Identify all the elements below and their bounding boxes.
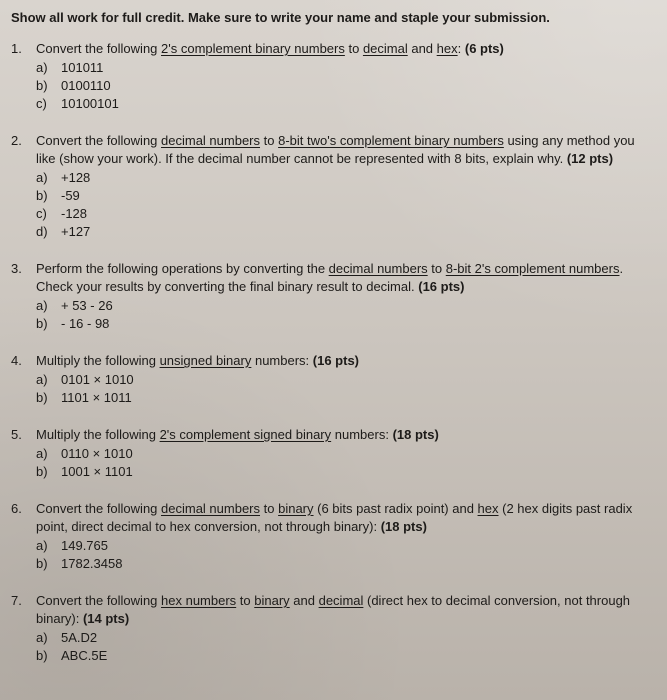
item-label: a) [36, 298, 48, 313]
question-term: 2's complement signed binary [159, 427, 332, 442]
question-term: binary [254, 593, 290, 608]
question-connector: to [260, 133, 279, 148]
answer-list [36, 537, 651, 573]
question-connector: to [427, 261, 446, 276]
item-label: b) [36, 464, 48, 479]
question-1 [11, 40, 657, 113]
item-value: -59 [61, 188, 80, 203]
item-label: b) [36, 648, 48, 663]
question-intro: Convert the following [36, 501, 162, 516]
question-term: hex [477, 501, 499, 516]
question-end: . Check your results by converting the final binary result to decimal. [36, 261, 624, 294]
question-intro: Multiply the following [36, 427, 160, 442]
question-7 [11, 592, 657, 665]
item-value: 0100110 [61, 78, 111, 93]
item-value: ABC.5E [61, 648, 108, 663]
item-label: b) [36, 556, 48, 571]
question-term: decimal numbers [328, 261, 428, 276]
points-label: (18 pts) [392, 427, 439, 442]
item-label: b) [36, 188, 48, 203]
question-connector: and [407, 41, 437, 56]
question-end: using any method you like (show your work). If the decimal number cannot be represented with 8 bits, explain why. [36, 133, 635, 166]
item-value: +127 [61, 224, 91, 239]
points-label: (18 pts) [380, 519, 427, 534]
page-header: Show all work for full credit. Make sure to write your name and staple your submission. [11, 10, 550, 25]
item-label: b) [36, 78, 48, 93]
answer-item [36, 169, 651, 187]
item-label: a) [36, 538, 48, 553]
question-connector: and [289, 593, 319, 608]
question-connector: to [260, 501, 279, 516]
item-value: 0110 × 1010 [61, 446, 133, 461]
item-value: +128 [61, 170, 91, 185]
question-text [36, 500, 651, 573]
question-intro: Perform the following operations by converting the [36, 261, 329, 276]
answer-item [36, 315, 651, 333]
item-value: 0101 × 1010 [61, 372, 134, 387]
answer-item [36, 537, 651, 555]
question-term: decimal [362, 41, 408, 56]
question-4 [11, 352, 657, 407]
points-label: (12 pts) [566, 151, 614, 166]
answer-item [36, 389, 651, 407]
question-2 [11, 132, 657, 241]
question-intro: Convert the following [36, 41, 162, 56]
item-label: c) [36, 206, 47, 221]
question-number: 7. [11, 593, 22, 608]
question-3 [11, 260, 657, 333]
answer-list [36, 169, 651, 241]
answer-item [36, 223, 651, 241]
item-value: 10100101 [61, 96, 119, 111]
answer-item [36, 59, 651, 77]
question-connector: to [344, 41, 363, 56]
answer-item [36, 95, 651, 113]
question-number: 3. [11, 261, 22, 276]
question-term: decimal numbers [161, 501, 261, 516]
answer-item [36, 205, 651, 223]
answer-item [36, 297, 651, 315]
question-text [36, 426, 651, 481]
question-term: 2's complement binary numbers [161, 41, 345, 56]
item-label: a) [36, 630, 48, 645]
question-term: 8-bit 2's complement numbers [445, 261, 620, 276]
item-label: a) [36, 372, 48, 387]
points-label: (16 pts) [312, 353, 360, 368]
item-value: - 16 - 98 [61, 316, 110, 331]
item-value: + 53 - 26 [61, 298, 113, 313]
points-label: (6 pts) [464, 41, 504, 56]
question-connector: (6 bits past radix point) and [313, 501, 478, 516]
item-label: b) [36, 390, 48, 405]
answer-item [36, 647, 651, 665]
question-intro: Convert the following [36, 593, 162, 608]
question-term: binary [278, 501, 314, 516]
question-number: 1. [11, 41, 22, 56]
question-term: decimal numbers [161, 133, 261, 148]
question-term: hex numbers [161, 593, 237, 608]
item-label: c) [36, 96, 47, 111]
item-label: d) [36, 224, 48, 239]
question-text [36, 260, 651, 333]
question-number: 5. [11, 427, 22, 442]
answer-item [36, 463, 651, 481]
answer-item [36, 445, 651, 463]
answer-list [36, 371, 651, 407]
item-value: 1001 × 1101 [61, 464, 133, 479]
question-text [36, 352, 651, 407]
item-value: 149.765 [61, 538, 108, 553]
item-label: a) [36, 170, 48, 185]
question-text [36, 132, 651, 241]
question-text [36, 40, 651, 113]
answer-item [36, 77, 651, 95]
question-5 [11, 426, 657, 481]
answer-list [36, 59, 651, 113]
item-value: 1782.3458 [61, 556, 123, 571]
question-term: 8-bit two's complement binary numbers [278, 133, 504, 148]
item-value: 5A.D2 [61, 630, 98, 645]
question-text [36, 592, 651, 665]
item-label: a) [36, 446, 48, 461]
answer-item [36, 371, 651, 389]
question-number: 4. [11, 353, 22, 368]
answer-item [36, 555, 651, 573]
question-intro: Multiply the following [36, 353, 160, 368]
answer-list [36, 445, 651, 481]
question-end: (direct hex to decimal conversion, not through binary): [36, 593, 631, 626]
question-term: hex [436, 41, 458, 56]
question-connector: to [236, 593, 255, 608]
points-label: (14 pts) [82, 611, 130, 626]
question-intro: Convert the following [36, 133, 162, 148]
question-number: 6. [11, 501, 22, 516]
answer-list [36, 629, 651, 665]
points-label: (16 pts) [418, 279, 465, 294]
item-label: a) [36, 60, 48, 75]
question-number: 2. [11, 133, 22, 148]
item-value: -128 [61, 206, 88, 221]
question-end: numbers: [331, 427, 393, 442]
item-label: b) [36, 316, 48, 331]
answer-list [36, 297, 651, 333]
question-6 [11, 500, 657, 573]
question-term: unsigned binary [159, 353, 252, 368]
question-end: : [457, 41, 465, 56]
item-value: 1101 × 1011 [61, 390, 132, 405]
question-end: numbers: [251, 353, 313, 368]
answer-item [36, 187, 651, 205]
question-term: decimal [318, 593, 364, 608]
question-end: (2 hex digits past radix point, direct decimal to hex conversion, not through binary): [36, 501, 633, 534]
answer-item [36, 629, 651, 647]
item-value: 101011 [61, 60, 104, 75]
